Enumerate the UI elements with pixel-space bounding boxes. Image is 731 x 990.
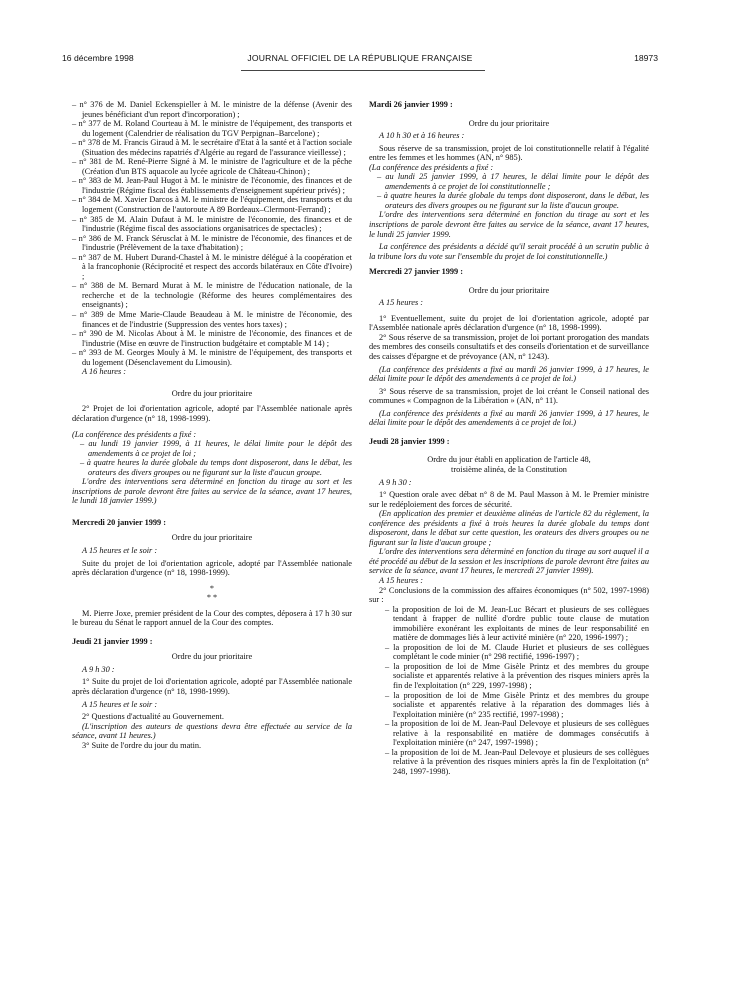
agenda-heading: Ordre du jour prioritaire [171,388,253,398]
proposal-item: – la proposition de loi de M. Jean-Paul Delevoye et plusieurs de ses collègues relative à la responsabilité en matière de dommages consécutifs à l'exploitation minière (n° 247, 1997-1998) ; [385,719,649,748]
date-heading: Mardi 26 janvier 1999 : [369,100,453,109]
agenda-heading: Ordre du jour prioritaire [468,118,550,128]
time-heading: A 16 heures : [82,367,127,377]
agenda-paragraph: 2° Conclusions de la commission des affaires économiques (n° 502, 1997-1998) sur : [369,585,649,605]
conference-note: (En application des premier et deuxième alinéas de l'article 82 du règlement, la conférence des présidents a fixé à trois heures la durée globale du temps dont disposeront, dans le débat sur cette question, les orateurs des divers groupes ou ne figurant sur la liste d'aucun groupe ; [369,509,649,547]
date-heading: Mercredi 20 janvier 1999 : [72,517,167,527]
question-item: – n° 390 de M. Nicolas About à M. le ministre de l'économie, des finances et de l'industrie (Mise en œuvre de l'instruction budgétaire et comptable M 14) ; [72,329,352,348]
question-item: – n° 388 de M. Bernard Murat à M. le ministre de l'éducation nationale, de la recherche et de la technologie (Réforme des heures complémentaires des enseignants) ; [72,281,352,310]
page-header [62,53,658,65]
time-heading: A 15 heures : [379,298,424,308]
header-date: 16 décembre 1998 [62,53,134,63]
time-heading: A 15 heures : [379,575,424,585]
agenda-heading: troisième alinéa, de la Constitution [451,464,567,474]
conference-note: (La conférence des présidents a fixé : [369,162,494,172]
agenda-heading: Ordre du jour prioritaire [171,533,253,543]
question-item: – n° 386 de M. Franck Sérusclat à M. le ministre de l'économie, des finances et de l'industrie (Prélèvement de la taxe d'habitation) ; [72,233,352,253]
conference-note: L'ordre des interventions sera déterminé en fonction du tirage au sort auquel il a été procédé au début de la session et les inscriptions de parole devront être faites au service de la séance, avant 17 heures, le mercredi 27 janvier 1999). [369,547,649,576]
separator-stars: * * [206,593,218,603]
question-item: – n° 383 de M. Jean-Paul Hugot à M. le ministre de l'économie, des finances et de l'industrie (Régime fiscal des établissements d'enseignement supérieur privés) ; [72,176,352,195]
proposal-item: – la proposition de loi de M. Claude Huriet et plusieurs de ses collègues complétant le code minier (n° 298 rectifié, 1996-1997) ; [385,642,649,662]
header-title: JOURNAL OFFICIEL DE LA RÉPUBLIQUE FRANÇAISE [247,53,473,63]
question-item: – n° 389 de Mme Marie-Claude Beaudeau à M. le ministre de l'économie, des finances et de l'industrie (Suppression des ventes hors taxes) ; [72,310,352,329]
conference-note: (La conférence des présidents a fixé : [72,429,197,439]
agenda-paragraph: 3° Sous réserve de sa transmission, projet de loi créant le Conseil national des communes « Compagnon de la Libération » (AN, n° 11). [369,386,649,406]
time-heading: A 15 heures et le soir : [82,699,158,709]
agenda-paragraph: 2° Questions d'actualité au Gouvernement. [82,712,224,722]
date-heading: Mercredi 27 janvier 1999 : [369,267,464,277]
conference-note: (L'inscription des auteurs de questions devra être effectuée au service de la séance, avant 11 heures.) [72,721,352,741]
conference-note: – au lundi 25 janvier 1999, à 17 heures, le délai limite pour le dépôt des amendements à ce projet de loi constitutionnelle ; [377,172,649,191]
agenda-heading: Ordre du jour établi en application de l'article 48, [427,455,591,465]
time-heading: A 9 h 30 : [379,477,412,487]
question-item: – n° 377 de M. Roland Courteau à M. le ministre de l'équipement, des transports et du logement (Calendrier de réalisation du TGV Perpignan–Barcelone) ; [72,119,352,138]
agenda-paragraph: Sous réserve de sa transmission, projet de loi constitutionnelle relatif à l'égalité entre les femmes et les hommes (AN, n° 985). [369,143,649,163]
agenda-paragraph: 1° Eventuellement, suite du projet de loi d'orientation agricole, adopté par l'Assemblée nationale après déclaration d'urgence (n° 18, 1998-1999). [369,313,649,333]
conference-note: La conférence des présidents a décidé qu'il serait procédé à un scrutin public à la tribune lors du vote sur l'ensemble du projet de loi constitutionnelle.) [369,242,649,261]
agenda-paragraph: 2° Projet de loi d'orientation agricole, adopté par l'Assemblée nationale après déclaration d'urgence (n° 18, 1998-1999). [72,404,352,423]
agenda-paragraph: Suite du projet de loi d'orientation agricole, adopté par l'Assemblée nationale après déclaration d'urgence (n° 18, 1998-1999). [72,558,352,578]
proposal-item: – la proposition de loi de Mme Gisèle Printz et des membres du groupe socialiste et apparentés relative à la réparation des dommages liés à l'exploitation minière (n° 235 rectifié, 1997-1998) ; [385,690,649,719]
question-item: – n° 387 de M. Hubert Durand-Chastel à M. le ministre délégué à la coopération et à la francophonie (Réciprocité et respect des accords bilatéraux en Côte d'Ivoire) ; [72,252,352,281]
question-item: – n° 384 de M. Xavier Darcos à M. le ministre de l'équipement, des transports et du logement (Construction de l'autoroute A 89 Bordeaux–Clermont-Ferrand) ; [72,195,352,215]
proposal-item: – la proposition de loi de Mme Gisèle Printz et des membres du groupe socialiste et apparentés relative à la prévention des risques miniers après la fin de l'exploitation (n° 229, 1997-1998) ; [385,661,649,690]
separator-star: * [209,583,215,593]
agenda-heading: Ordre du jour prioritaire [171,652,253,662]
conference-note: (La conférence des présidents a fixé au mardi 26 janvier 1999, à 17 heures, le délai limite pour le dépôt des amendements à ce projet de loi.) [369,364,649,384]
header-rule [241,70,485,71]
date-heading: Jeudi 28 janvier 1999 : [369,436,450,446]
date-heading: Jeudi 21 janvier 1999 : [72,636,153,646]
agenda-paragraph: 2° Sous réserve de sa transmission, projet de loi portant prorogation des mandats des membres des conseils consultatifs et des conseils d'orientation et de surveillance des caisses d'épargne et de prévoyance (AN, n° 1243). [369,332,649,362]
conference-note: (La conférence des présidents a fixé au mardi 26 janvier 1999, à 17 heures, le délai limite pour le dépôt des amendements à ce projet de loi.) [369,408,649,428]
proposal-item: – la proposition de loi de M. Jean-Luc Bécart et plusieurs de ses collègues tendant à frapper de nullité d'ordre public toute clause de mutation immobilière exonérant les exploitants de mines de leur responsabilité en matière de dommages liés à leur activité minière (n° 220, 1996-1997) ; [385,604,649,643]
header-page-number: 18973 [634,53,658,63]
agenda-paragraph: 3° Suite de l'ordre du jour du matin. [82,740,202,750]
conference-note: L'ordre des interventions sera déterminé en fonction du tirage au sort et les inscriptions de parole devront être faites au service de la séance, avant 17 heures, le lundi 18 janvier 1999.) [72,477,352,506]
time-heading: A 9 h 30 : [82,664,115,674]
proposal-item: – la proposition de loi de M. Jean-Paul Delevoye et plusieurs de ses collègues relative à la prévention des risques miniers après la fin de l'exploitation (n° 248, 1997-1998). [385,747,649,776]
question-item: – n° 376 de M. Daniel Eckenspieller à M. le ministre de la défense (Avenir des jeunes bénéficiant d'un report d'incorporation) ; [72,100,352,119]
question-item: – n° 378 de M. Francis Giraud à M. le secrétaire d'Etat à la santé et à l'action sociale (Situation des médecins rapatriés d'Algérie au regard de l'assurance vieillesse) ; [72,138,352,157]
time-heading: A 15 heures et le soir : [82,545,158,555]
conference-note: L'ordre des interventions sera déterminé en fonction du tirage au sort et les inscriptions de parole devront être faites au service de la séance, avant 17 heures, le lundi 25 janvier 1999. [369,210,649,239]
conference-note: – à quatre heures la durée globale du temps dont disposeront, dans le débat, les orateurs des divers groupes ou ne figurant sur la liste d'aucun groupe. [80,458,352,477]
agenda-paragraph: 1° Question orale avec débat n° 8 de M. Paul Masson à M. le Premier ministre sur le redéploiement des forces de sécurité. [369,490,649,509]
conference-note: – au lundi 19 janvier 1999, à 11 heures, le délai limite pour le dépôt des amendements à ce projet de loi ; [80,439,352,458]
conference-note: – à quatre heures la durée globale du temps dont disposeront, dans le débat, les orateurs des divers groupes ou ne figurant sur la liste d'aucun groupe. [377,191,649,210]
right-column [369,100,649,776]
agenda-paragraph: M. Pierre Joxe, premier président de la Cour des comptes, déposera à 17 h 30 sur le bureau du Sénat le rapport annuel de la Cour des comptes. [72,608,352,628]
left-column [72,100,352,750]
agenda-heading: Ordre du jour prioritaire [468,285,550,295]
agenda-paragraph: 1° Suite du projet de loi d'orientation agricole, adopté par l'Assemblée nationale après déclaration d'urgence (n° 18, 1998-1999). [72,677,352,696]
question-item: – n° 385 de M. Alain Dufaut à M. le ministre de l'économie, des finances et de l'industrie (Régime fiscal des associations organisatrices de spectacles) ; [72,214,352,234]
question-item: – n° 393 de M. Georges Mouly à M. le ministre de l'équipement, des transports et du logement (Désenclavement du Limousin). [72,348,352,367]
time-heading: A 10 h 30 et à 16 heures : [379,131,465,141]
question-item: – n° 381 de M. René-Pierre Signé à M. le ministre de l'agriculture et de la pêche (Création d'un BTS aquacole au lycée agricole de Château-Chinon) ; [72,157,352,176]
